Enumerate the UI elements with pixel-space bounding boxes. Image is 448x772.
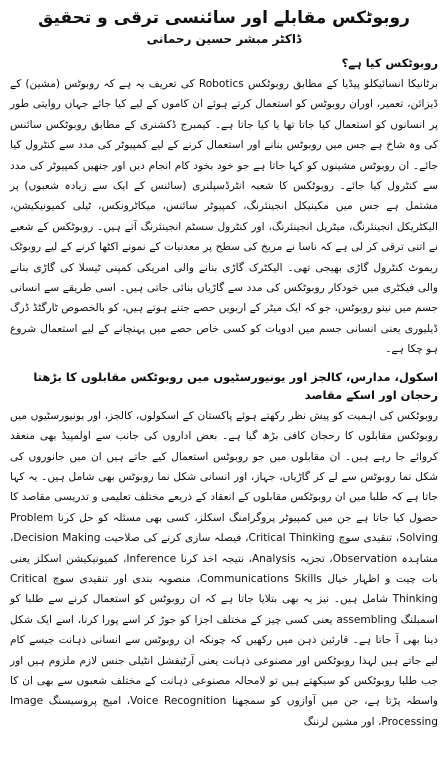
section-heading-competitions: اسکول، مدارس، کالجز اور یونیورسٹیوں میں روبوٹکس مقابلوں کا بڑھتا رحجان اور اسکے مقاصد [33,369,438,402]
paragraph-robotics-definition: برٹانیکا انسائیکلو پیڈیا کے مطابق روبوٹکس Robotics کی تعریف یہ ہے کہ روبوٹس (مشین) کے ڈیزائن، تعمیر، اوران روبوٹس کو استعمال کرتے ہوئے ان کاموں کے لیے کیا جائے جہاں روایتی طور پر انسانوں کو استعمال کیا جاتا تھا یا کیا جاتا ہے۔ کیمبرج ڈکشنری کے مطابق روبوٹکس سائنس کی وہ شاخ ہے جس میں روبوٹس بنانے اور استعمال کرنے کے لیے کمپیوٹر کی مدد سے کنٹرول کیا جائے۔ ان روبوٹس مشینوں کو کہا جاتا ہے جو خود بخود کام انجام دیں اور جنھیں کمپیوٹر کی مدد سے کنٹرول کیا جائے۔ روبوٹکس کا شعبہ انٹرڈسپلنری (سائنس کے ایک سے زیادہ شعبوں) پر مشتمل ہے جس میں مکینیکل انجینئرنگ، کمپیوٹر سائنس، میکاٹرونکس، ٹیلی کمیونیکیشن، الیکٹریکل انجینئرنگ، میٹریل انجینئرنگ، اور کنٹرول سسٹم انجینئرنگ آتے ہیں۔ روبوٹکس کے شعبے نے اتنی ترقی کر لی ہے کہ ناسا نے مریخ کی سطح پر معدنیات کے نمونے اکٹھا کرنے کے لیے روبوٹک ریموٹ کنٹرول گاڑی بھیجی تھی۔ الیکٹرک گاڑی بنانے والی امریکی کمپنی ٹیسلا کی گاڑی بنانے والی فیکٹری میں خودکار روبوٹکس کی مدد سے گاڑیاں بنائی جاتی ہیں۔ اسی طریقے سے انسانی جسم میں نینو روبوٹس، جو کہ ایک میٹر کے اربویں حصے جتنے ہوتے ہیں، کو بالخصوص ٹارگٹڈ ڈرگ ڈیلیوری یعنی انسانی جسم میں ادویات کو کسی خاص حصے میں پہنچانے کے لیے استعمال شروع ہو چکا ہے۔ [10,78,438,356]
section-spacer [10,360,438,366]
article-author: ڈاکٹر مبشر حسین رحمانی [146,32,302,46]
article-title: روبوٹکس مقابلے اور سائنسی ترقی و تحقیق [38,8,410,28]
section-heading-what-is-robotics: روبوٹکس کیا ہے؟ [341,56,438,70]
paragraph-competitions: روبوٹکس کی اہمیت کو پیش نظر رکھتے ہوئے پاکستان کے اسکولوں، کالجز، اور یونیورسٹیوں میں روبوٹکس مقابلوں کا رحجان کافی بڑھ گیا ہے۔ بعض اداروں کی جانب سے اولمپیڈ بھی منعقد کروائے جا رہے ہیں۔ ان مقابلوں میں جو روبوٹس استعمال کیے جاتے ہیں ان میں جانوروں کی شکل نما روبوٹس سے لے کر گاڑیاں، جہاز، اور انسانی شکل نما روبوٹس بھی شامل ہیں۔ یہ کہا جاتا ہے کہ طلبا میں ان روبوٹکس مقابلوں کے انعقاد کے ذریعے مختلف تعلیمی و تدریسی مقاصد کا حصول کیا جاتا ہے جن میں کمپیوٹر پروگرامنگ اسکلز، کسی بھی مسئلہ کو حل کرنا Problem Solving، تنقیدی سوچ Critical Thinking، فیصلہ سازی کرنے کی صلاحیت Decision Making، مشاہدہ Observation، تجزیہ Analysis، نتیجہ اخذ کرنا Inference، کمیونیکیشن اسکلز یعنی بات چیت و اظہار خیال Communications Skills، منصوبہ بندی اور تنقیدی سوچ Critical Thinking شامل ہیں۔ نیز یہ بھی بتلایا جاتا ہے کہ ان روبوٹس کو استعمال کرنے سے طلبا کو اسمبلنگ assembling یعنی کسی چیز کے مختلف اجزا کو جوڑ کر اسے پورا کرنا، اسے ایک شکل دینا بھی آ جاتا ہے۔ قارئین ذہن میں رکھیں کہ چونکہ ان روبوٹس سے انسانی ذہانت جیسے کام لیے جاتے ہیں لہذا روبوٹکس اور مصنوعی ذہانت یعنی آرٹیفشل انٹیلی جنس لازم ملزوم ہیں اور جب طلبا روبوٹکس کو سیکھتے ہیں تو لامحالہ مصنوعی ذہانت کے مختلف شعبوں سے بھی ان کا واسطہ پڑتا ہے، جن میں آوازوں کو سمجھنا Voice Recognition، امیج پروسیسنگ Image Processing، اور مشین لرننگ [10,409,439,728]
